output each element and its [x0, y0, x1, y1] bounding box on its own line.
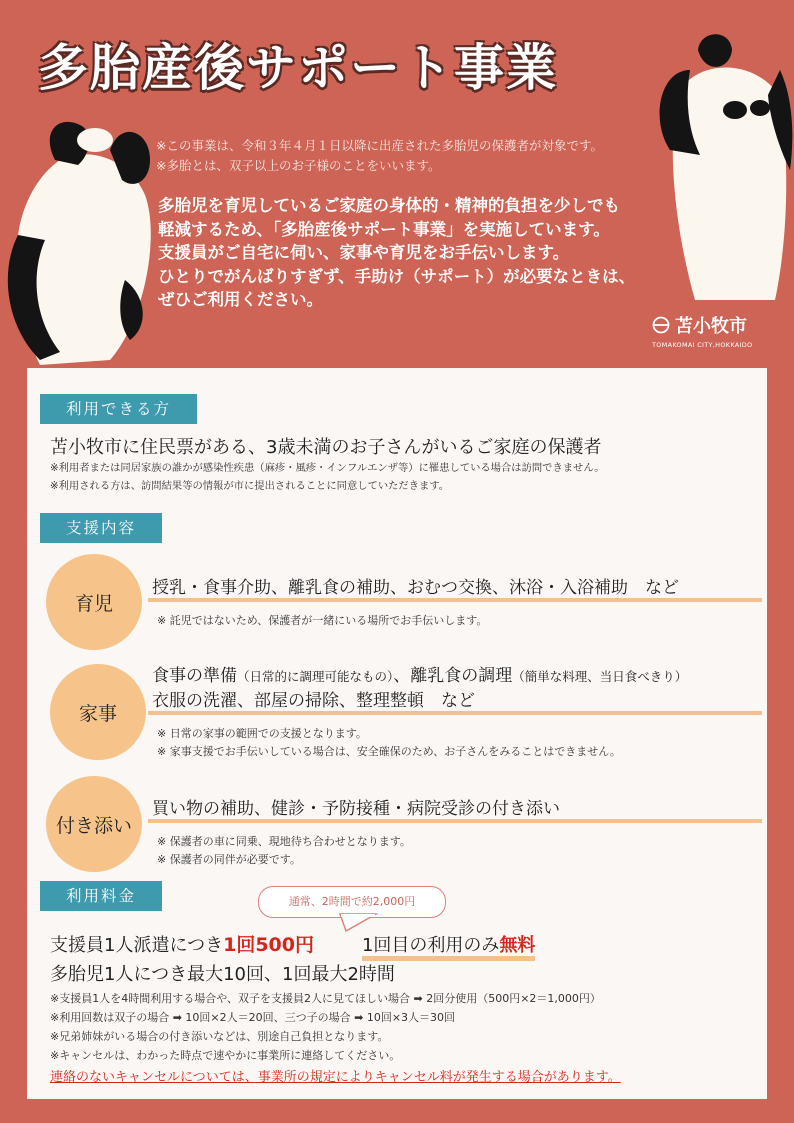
support-housework-line1 — [152, 661, 687, 686]
eligibility-note: ※利用される方は、訪問結果等の情報が市に提出されることに同意していただきます。 — [50, 480, 450, 492]
fee-price: 1回500円 — [223, 934, 314, 956]
header-note-target: ※この事業は、令和３年４月１日以降に出産された多胎児の保護者が対象です。 — [156, 138, 603, 153]
fee-note: ※兄弟姉妹がいる場合の付き添いなどは、別途自己負担となります。 — [50, 1030, 389, 1043]
city-emblem-icon — [652, 316, 670, 334]
support-childcare-text: 授乳・食事介助、離乳食の補助、おむつ交換、沐浴・入浴補助 など — [152, 578, 679, 598]
fee-free: 無料 — [499, 935, 536, 956]
underline-bar — [148, 598, 762, 602]
support-housework-line2: 衣服の洗濯、部屋の掃除、整理整頓 など — [152, 691, 475, 711]
fee-callout-bubble: 通常、2時間で約2,000円 — [258, 886, 446, 918]
lead-line: ひとりでがんばりすぎず、手助け（サポート）が必要なときは、 — [158, 266, 636, 286]
housework-babyfood-detail: （簡単な料理、当日食べきり） — [512, 669, 688, 684]
support-label-housework: 家事 — [50, 664, 146, 760]
page-title: 多胎産後サポート事業 — [38, 39, 558, 97]
city-logo — [652, 312, 752, 349]
fee-first-use — [362, 935, 535, 961]
section-heading-support: 支援内容 — [40, 513, 162, 543]
fee-per-dispatch: 支援員1人派遣につき — [50, 935, 224, 956]
city-name: 苫小牧市 — [675, 316, 747, 337]
housework-meal: 食事の準備 — [152, 666, 237, 686]
lead-line: ぜひご利用ください。 — [158, 290, 323, 309]
housework-babyfood: 、離乳食の調理 — [393, 666, 513, 686]
lead-line: 軽減するため、「多胎産後サポート事業」を実施しています。 — [158, 219, 610, 239]
underline-bar — [148, 711, 762, 715]
lead-line: 多胎児を育児しているご家庭の身体的・精神的負担を少しでも — [158, 196, 620, 215]
city-subtitle: TOMAKOMAI CITY,HOKKAIDO — [652, 341, 753, 349]
panda-right-illustration — [640, 30, 794, 310]
section-heading-fee: 利用料金 — [40, 881, 162, 911]
section-heading-eligibility: 利用できる方 — [40, 394, 197, 424]
underline-bar — [148, 819, 762, 823]
fee-line2: 多胎児1人につき最大10回、1回最大2時間 — [50, 964, 395, 985]
fee-note: ※利用回数は双子の場合 ➡ 10回×2人＝20回、三つ子の場合 ➡ 10回×3人＝30回 — [50, 1011, 456, 1024]
fee-note: ※キャンセルは、わかった時点で速やかに事業所に連絡してください。 — [50, 1049, 401, 1062]
fee-note: ※支援員1人を4時間利用する場合や、双子を支援員2人に見てほしい場合 ➡ 2回分使用（500円×2＝1,000円） — [50, 992, 601, 1005]
fee-first-use-text: 1回目の利用のみ — [361, 935, 500, 956]
support-escort-note: ※ 保護者の同伴が必要です。 — [157, 853, 301, 866]
housework-meal-detail: （日常的に調理可能なもの） — [237, 669, 394, 684]
support-label-escort: 付き添い — [46, 776, 142, 872]
eligibility-main: 苫小牧市に住民票がある、3歳未満のお子さんがいるご家庭の保護者 — [50, 437, 602, 458]
support-escort-note: ※ 保護者の車に同乗、現地待ち合わせとなります。 — [157, 835, 411, 848]
support-childcare-note: ※ 託児ではないため、保護者が一緒にいる場所でお手伝いします。 — [157, 614, 488, 627]
support-housework-note: ※ 家事支援でお手伝いしている場合は、安全確保のため、お子さんをみることはできません。 — [157, 745, 621, 758]
support-label-childcare: 育児 — [46, 554, 142, 650]
fee-line1 — [50, 930, 535, 957]
lead-line: 支援員がご自宅に伺い、家事や育児をお手伝いします。 — [158, 243, 570, 262]
support-housework-note: ※ 日常の家事の範囲での支援となります。 — [157, 727, 367, 740]
cancel-warning: 連絡のないキャンセルについては、事業所の規定によりキャンセル料が発生する場合があります。 — [50, 1070, 621, 1085]
lead-text — [158, 194, 635, 312]
header-note-definition: ※多胎とは、双子以上のお子様のことをいいます。 — [156, 158, 441, 173]
eligibility-note: ※利用者または同居家族の誰かが感染性疾患（麻疹・風疹・インフルエンザ等）に罹患している場合は訪問できません。 — [50, 462, 605, 474]
support-escort-text: 買い物の補助、健診・予防接種・病院受診の付き添い — [152, 799, 560, 819]
panda-left-illustration — [0, 120, 160, 370]
